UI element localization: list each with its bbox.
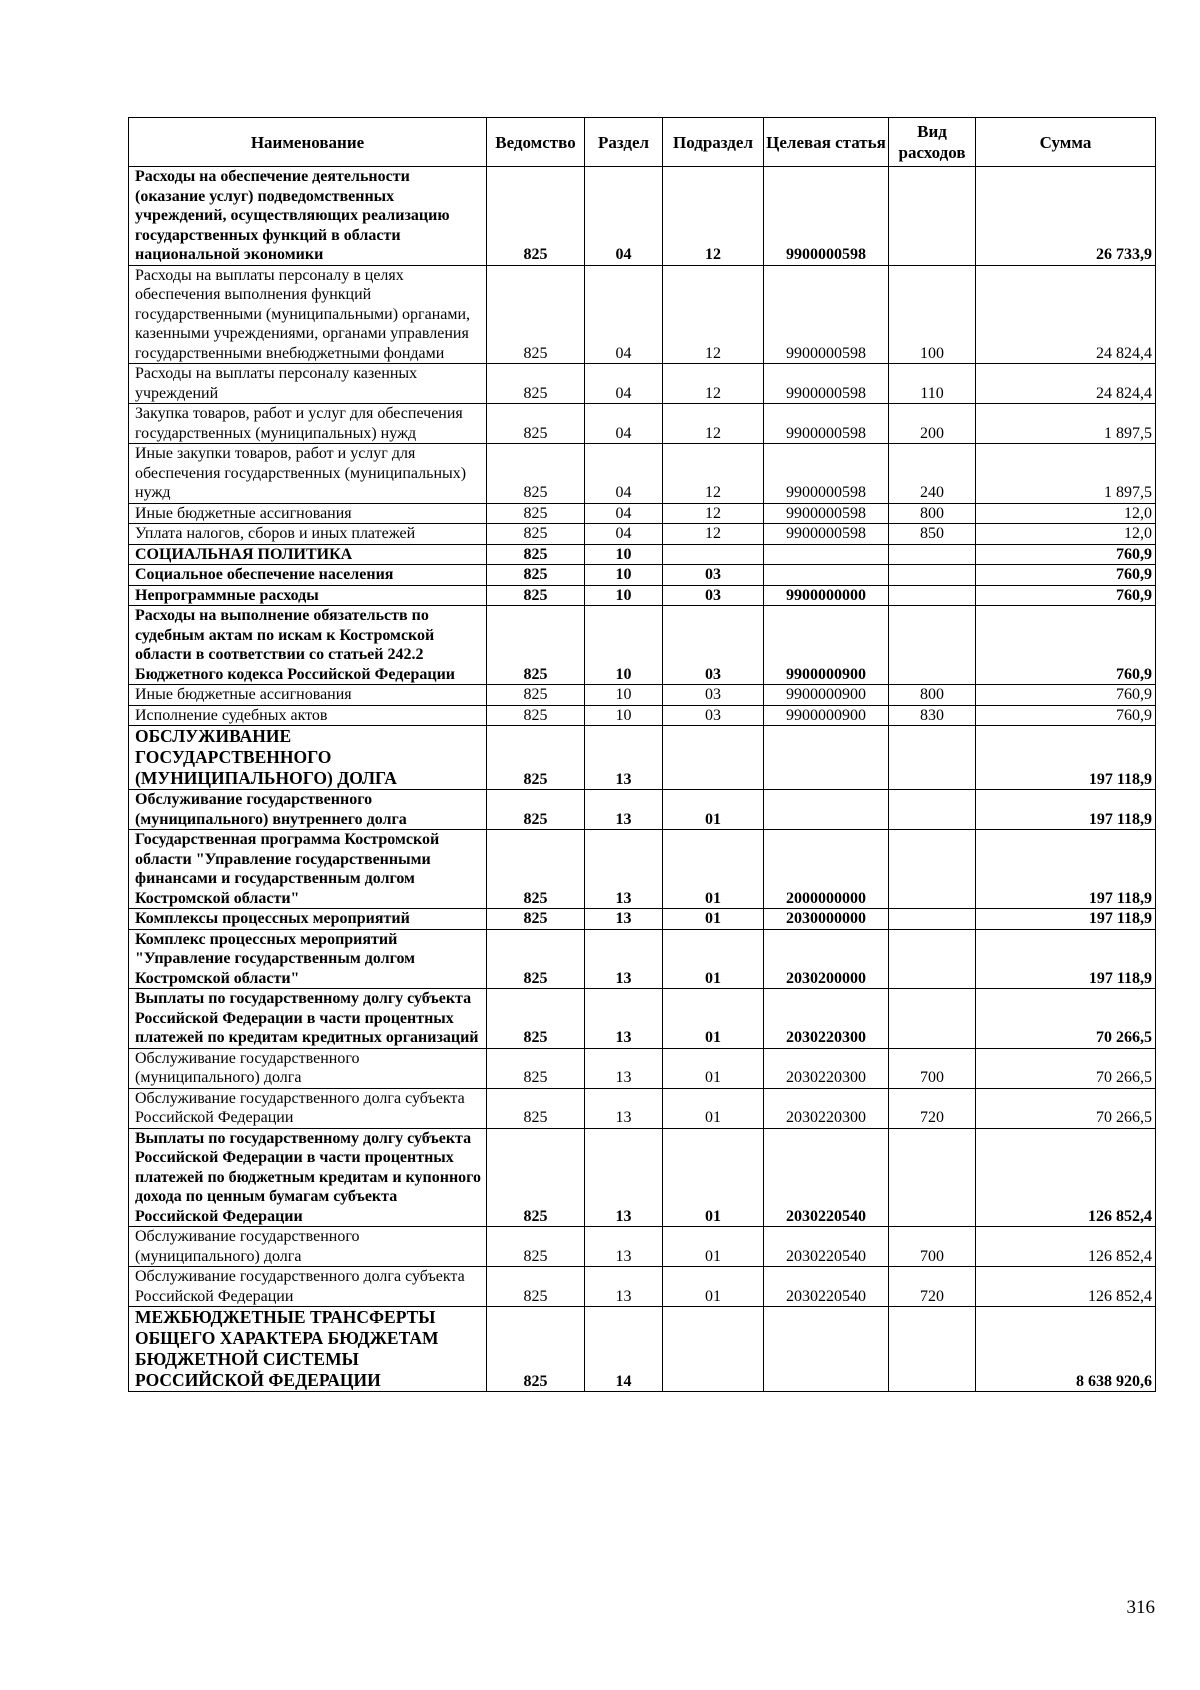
cell-name: Непрограммные расходы	[129, 585, 487, 606]
cell-subsection: 03	[663, 565, 764, 586]
table-row	[129, 685, 1156, 706]
cell-sum: 760,9	[976, 685, 1156, 706]
cell-section: 10	[585, 606, 663, 685]
table-row	[129, 1128, 1156, 1227]
cell-section: 13	[585, 830, 663, 909]
table-row	[129, 1267, 1156, 1307]
cell-sum: 12,0	[976, 524, 1156, 545]
table-row	[129, 544, 1156, 565]
cell-target	[764, 1307, 889, 1392]
cell-section: 10	[585, 685, 663, 706]
header-sum: Сумма	[976, 118, 1156, 167]
cell-target	[764, 790, 889, 830]
cell-target: 2030220300	[764, 1088, 889, 1128]
table-row	[129, 1048, 1156, 1088]
cell-name: Комплексы процессных мероприятий	[129, 909, 487, 930]
cell-sum: 1 897,5	[976, 444, 1156, 504]
cell-subsection: 01	[663, 1128, 764, 1227]
table-row	[129, 1088, 1156, 1128]
cell-dept: 825	[487, 830, 585, 909]
cell-target: 9900000598	[764, 503, 889, 524]
cell-sum: 24 824,4	[976, 265, 1156, 364]
cell-sum: 70 266,5	[976, 1048, 1156, 1088]
cell-name: ОБСЛУЖИВАНИЕ ГОСУДАРСТВЕННОГО (МУНИЦИПАЛЬНОГО) ДОЛГА	[129, 726, 487, 790]
cell-sum: 12,0	[976, 503, 1156, 524]
cell-sum: 70 266,5	[976, 989, 1156, 1049]
cell-name: Расходы на выплаты персоналу в целях обеспечения выполнения функций государственными (муниципальными) органами, казенными учреждениями, органами управления государственными внебюджетными фондами	[129, 265, 487, 364]
cell-section: 13	[585, 790, 663, 830]
table-row	[129, 1227, 1156, 1267]
table-row	[129, 1307, 1156, 1392]
cell-target	[764, 726, 889, 790]
cell-name: Выплаты по государственному долгу субъекта Российской Федерации в части процентных платежей по кредитам кредитных организаций	[129, 989, 487, 1049]
cell-type: 800	[889, 503, 976, 524]
table-row	[129, 606, 1156, 685]
cell-name: Закупка товаров, работ и услуг для обеспечения государственных (муниципальных) нужд	[129, 404, 487, 444]
cell-sum: 26 733,9	[976, 167, 1156, 266]
table-row	[129, 404, 1156, 444]
cell-section: 04	[585, 167, 663, 266]
cell-sum: 126 852,4	[976, 1128, 1156, 1227]
table-row	[129, 167, 1156, 266]
cell-name: Выплаты по государственному долгу субъекта Российской Федерации в части процентных платежей по бюджетным кредитам и купонного дохода по ценным бумагам субъекта Российской Федерации	[129, 1128, 487, 1227]
cell-subsection: 03	[663, 585, 764, 606]
cell-type: 800	[889, 685, 976, 706]
cell-section: 13	[585, 1088, 663, 1128]
cell-sum: 760,9	[976, 585, 1156, 606]
cell-dept: 825	[487, 1227, 585, 1267]
cell-section: 04	[585, 524, 663, 545]
cell-target	[764, 544, 889, 565]
cell-dept: 825	[487, 726, 585, 790]
cell-type	[889, 1307, 976, 1392]
cell-dept: 825	[487, 544, 585, 565]
cell-target: 9900000598	[764, 167, 889, 266]
table-row	[129, 503, 1156, 524]
header-subsection: Подраздел	[663, 118, 764, 167]
cell-section: 10	[585, 705, 663, 726]
cell-subsection: 12	[663, 265, 764, 364]
cell-subsection: 01	[663, 909, 764, 930]
cell-type	[889, 585, 976, 606]
cell-name: СОЦИАЛЬНАЯ ПОЛИТИКА	[129, 544, 487, 565]
cell-target: 9900000900	[764, 606, 889, 685]
cell-dept: 825	[487, 1267, 585, 1307]
cell-type: 700	[889, 1048, 976, 1088]
table-row	[129, 705, 1156, 726]
cell-section: 04	[585, 265, 663, 364]
cell-subsection: 01	[663, 1048, 764, 1088]
cell-section: 10	[585, 585, 663, 606]
cell-type: 850	[889, 524, 976, 545]
cell-dept: 825	[487, 565, 585, 586]
cell-subsection: 12	[663, 404, 764, 444]
cell-section: 13	[585, 1128, 663, 1227]
cell-name: Уплата налогов, сборов и иных платежей	[129, 524, 487, 545]
cell-sum: 24 824,4	[976, 364, 1156, 404]
cell-section: 13	[585, 989, 663, 1049]
cell-type	[889, 830, 976, 909]
cell-subsection: 12	[663, 364, 764, 404]
cell-dept: 825	[487, 1307, 585, 1392]
cell-sum: 126 852,4	[976, 1267, 1156, 1307]
cell-dept: 825	[487, 524, 585, 545]
page-number: 316	[1126, 1597, 1155, 1618]
cell-subsection	[663, 1307, 764, 1392]
cell-dept: 825	[487, 929, 585, 989]
cell-name: Расходы на выплаты персоналу казенных учреждений	[129, 364, 487, 404]
cell-type: 700	[889, 1227, 976, 1267]
table-row	[129, 726, 1156, 790]
cell-name: Обслуживание государственного долга субъекта Российской Федерации	[129, 1267, 487, 1307]
cell-sum: 126 852,4	[976, 1227, 1156, 1267]
table-row	[129, 989, 1156, 1049]
cell-type	[889, 909, 976, 930]
cell-dept: 825	[487, 364, 585, 404]
cell-sum: 1 897,5	[976, 404, 1156, 444]
cell-subsection: 03	[663, 606, 764, 685]
table-row	[129, 265, 1156, 364]
cell-section: 13	[585, 909, 663, 930]
cell-dept: 825	[487, 167, 585, 266]
cell-dept: 825	[487, 1088, 585, 1128]
cell-subsection: 01	[663, 830, 764, 909]
table-header-row	[129, 118, 1156, 167]
cell-section: 04	[585, 404, 663, 444]
cell-target: 9900000598	[764, 404, 889, 444]
cell-dept: 825	[487, 404, 585, 444]
cell-dept: 825	[487, 790, 585, 830]
cell-dept: 825	[487, 1128, 585, 1227]
cell-type: 200	[889, 404, 976, 444]
table-row	[129, 790, 1156, 830]
cell-section: 13	[585, 726, 663, 790]
cell-subsection: 01	[663, 989, 764, 1049]
cell-section: 13	[585, 1267, 663, 1307]
cell-dept: 825	[487, 989, 585, 1049]
cell-subsection: 12	[663, 524, 764, 545]
cell-target: 2030220540	[764, 1267, 889, 1307]
cell-subsection: 01	[663, 790, 764, 830]
cell-target: 9900000598	[764, 265, 889, 364]
cell-target: 9900000598	[764, 444, 889, 504]
cell-target: 2030220540	[764, 1128, 889, 1227]
cell-type	[889, 167, 976, 266]
cell-name: Иные бюджетные ассигнования	[129, 685, 487, 706]
cell-type	[889, 544, 976, 565]
cell-sum: 760,9	[976, 544, 1156, 565]
cell-name: Государственная программа Костромской области "Управление государственными финансами и государственным долгом Костромской области"	[129, 830, 487, 909]
cell-sum: 197 118,9	[976, 726, 1156, 790]
cell-section: 14	[585, 1307, 663, 1392]
cell-dept: 825	[487, 705, 585, 726]
cell-section: 10	[585, 544, 663, 565]
cell-target: 9900000598	[764, 524, 889, 545]
cell-section: 13	[585, 929, 663, 989]
cell-subsection: 01	[663, 1267, 764, 1307]
cell-target: 9900000000	[764, 585, 889, 606]
cell-sum: 760,9	[976, 705, 1156, 726]
cell-type	[889, 1128, 976, 1227]
header-name: Наименование	[129, 118, 487, 167]
cell-subsection: 03	[663, 685, 764, 706]
cell-target: 2030000000	[764, 909, 889, 930]
cell-name: Исполнение судебных актов	[129, 705, 487, 726]
header-dept: Ведомство	[487, 118, 585, 167]
cell-type	[889, 989, 976, 1049]
cell-target: 9900000598	[764, 364, 889, 404]
cell-type: 830	[889, 705, 976, 726]
cell-sum: 197 118,9	[976, 909, 1156, 930]
cell-subsection	[663, 544, 764, 565]
cell-subsection: 01	[663, 1227, 764, 1267]
cell-type: 100	[889, 265, 976, 364]
cell-name: Обслуживание государственного (муниципального) долга	[129, 1227, 487, 1267]
cell-type	[889, 726, 976, 790]
cell-type	[889, 606, 976, 685]
cell-target: 2030220300	[764, 1048, 889, 1088]
cell-dept: 825	[487, 909, 585, 930]
cell-dept: 825	[487, 265, 585, 364]
cell-sum: 197 118,9	[976, 830, 1156, 909]
cell-target: 9900000900	[764, 685, 889, 706]
cell-name: Расходы на выполнение обязательств по судебным актам по искам к Костромской области в соответствии со статьей 242.2 Бюджетного кодекса Российской Федерации	[129, 606, 487, 685]
cell-dept: 825	[487, 606, 585, 685]
cell-dept: 825	[487, 444, 585, 504]
cell-subsection: 12	[663, 503, 764, 524]
table-row	[129, 364, 1156, 404]
table-row	[129, 929, 1156, 989]
cell-dept: 825	[487, 685, 585, 706]
table-row	[129, 585, 1156, 606]
cell-target: 2030220300	[764, 989, 889, 1049]
cell-name: Расходы на обеспечение деятельности (оказание услуг) подведомственных учреждений, осуществляющих реализацию государственных функций в области национальной экономики	[129, 167, 487, 266]
cell-name: Обслуживание государственного долга субъекта Российской Федерации	[129, 1088, 487, 1128]
header-target: Целевая статья	[764, 118, 889, 167]
cell-subsection: 01	[663, 1088, 764, 1128]
cell-name: Комплекс процессных мероприятий "Управление государственным долгом Костромской области"	[129, 929, 487, 989]
cell-name: Обслуживание государственного (муниципального) долга	[129, 1048, 487, 1088]
cell-section: 04	[585, 444, 663, 504]
table-row	[129, 565, 1156, 586]
cell-section: 10	[585, 565, 663, 586]
cell-name: Обслуживание государственного (муниципального) внутреннего долга	[129, 790, 487, 830]
cell-subsection: 03	[663, 705, 764, 726]
cell-name: Иные бюджетные ассигнования	[129, 503, 487, 524]
cell-type	[889, 929, 976, 989]
cell-target	[764, 565, 889, 586]
cell-type: 720	[889, 1088, 976, 1128]
table-row	[129, 909, 1156, 930]
cell-type: 720	[889, 1267, 976, 1307]
cell-sum: 197 118,9	[976, 790, 1156, 830]
cell-subsection: 12	[663, 444, 764, 504]
cell-name: Иные закупки товаров, работ и услуг для обеспечения государственных (муниципальных) нужд	[129, 444, 487, 504]
cell-type	[889, 565, 976, 586]
cell-sum: 760,9	[976, 606, 1156, 685]
cell-target: 2030220540	[764, 1227, 889, 1267]
cell-section: 04	[585, 503, 663, 524]
table-row	[129, 830, 1156, 909]
header-section: Раздел	[585, 118, 663, 167]
cell-name: Социальное обеспечение населения	[129, 565, 487, 586]
cell-section: 13	[585, 1227, 663, 1267]
header-type: Вид расходов	[889, 118, 976, 167]
cell-dept: 825	[487, 585, 585, 606]
cell-target: 2030200000	[764, 929, 889, 989]
cell-type	[889, 790, 976, 830]
cell-subsection	[663, 726, 764, 790]
cell-sum: 197 118,9	[976, 929, 1156, 989]
cell-target: 2000000000	[764, 830, 889, 909]
cell-target: 9900000900	[764, 705, 889, 726]
cell-subsection: 12	[663, 167, 764, 266]
cell-dept: 825	[487, 503, 585, 524]
cell-sum: 760,9	[976, 565, 1156, 586]
cell-name: МЕЖБЮДЖЕТНЫЕ ТРАНСФЕРТЫ ОБЩЕГО ХАРАКТЕРА БЮДЖЕТАМ БЮДЖЕТНОЙ СИСТЕМЫ РОССИЙСКОЙ ФЕДЕРАЦИИ	[129, 1307, 487, 1392]
cell-type: 110	[889, 364, 976, 404]
cell-subsection: 01	[663, 929, 764, 989]
table-row	[129, 524, 1156, 545]
cell-section: 04	[585, 364, 663, 404]
budget-table	[128, 117, 1156, 1392]
cell-sum: 70 266,5	[976, 1088, 1156, 1128]
table-row	[129, 444, 1156, 504]
cell-type: 240	[889, 444, 976, 504]
cell-dept: 825	[487, 1048, 585, 1088]
cell-sum: 8 638 920,6	[976, 1307, 1156, 1392]
cell-section: 13	[585, 1048, 663, 1088]
